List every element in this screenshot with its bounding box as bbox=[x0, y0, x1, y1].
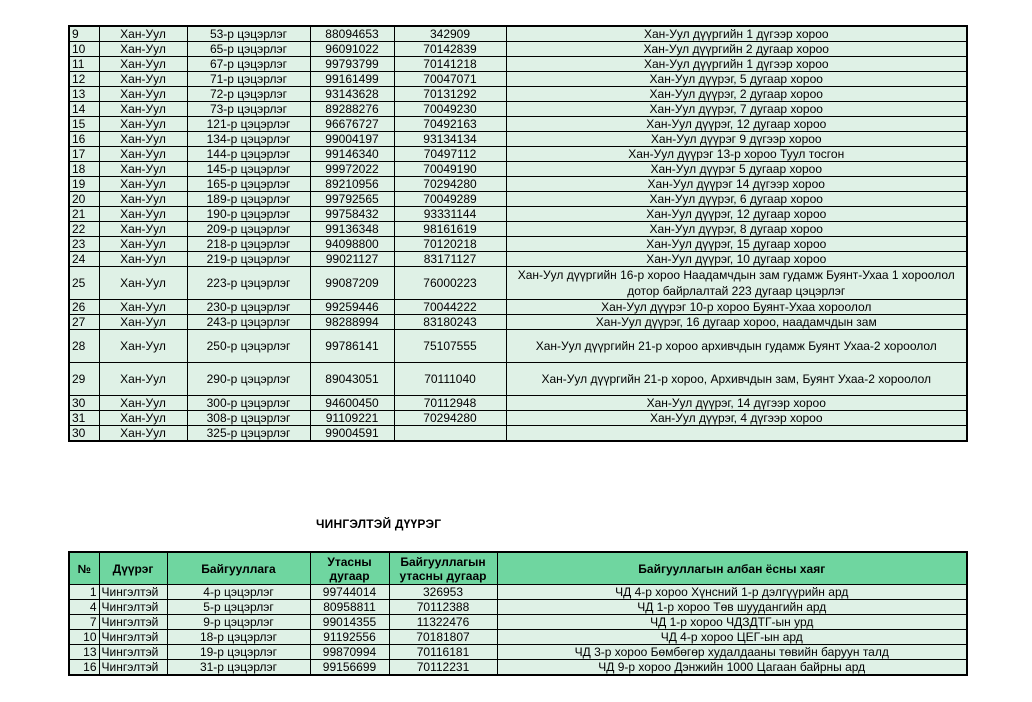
header-no: № bbox=[69, 552, 99, 585]
header-district: Дүүрэг bbox=[99, 552, 167, 585]
cell-address: Хан-Уул дүүрэг, 12 дугаар хороо bbox=[506, 117, 967, 132]
cell-address: Хан-Уул дүүрэг, 7 дугаар хороо bbox=[506, 102, 967, 117]
cell-no: 7 bbox=[69, 615, 99, 630]
cell-phone: 99744014 bbox=[310, 585, 389, 600]
table-row bbox=[69, 162, 967, 177]
cell-no: 16 bbox=[69, 660, 99, 676]
cell-address: Хан-Уул дүүрэг 10-р хороо Буянт-Ухаа хороолол bbox=[506, 300, 967, 315]
cell-org-phone: 70142839 bbox=[394, 42, 506, 57]
cell-no: 14 bbox=[69, 102, 99, 117]
cell-organization: 4-р цэцэрлэг bbox=[167, 585, 310, 600]
cell-address: Хан-Уул дүүрэг, 8 дугаар хороо bbox=[506, 222, 967, 237]
cell-district: Хан-Уул bbox=[99, 72, 187, 87]
cell-org-phone: 70044222 bbox=[394, 300, 506, 315]
cell-district: Хан-Уул bbox=[99, 102, 187, 117]
table-row bbox=[69, 207, 967, 222]
table-row bbox=[69, 87, 967, 102]
cell-no: 12 bbox=[69, 72, 99, 87]
cell-organization: 53-р цэцэрлэг bbox=[187, 26, 310, 42]
cell-org-phone: 70116181 bbox=[389, 645, 497, 660]
cell-no: 30 bbox=[69, 396, 99, 411]
cell-organization: 9-р цэцэрлэг bbox=[167, 615, 310, 630]
cell-address: Хан-Уул дүүргийн 1 дүгээр хороо bbox=[506, 57, 967, 72]
cell-district: Хан-Уул bbox=[99, 411, 187, 426]
cell-district: Хан-Уул bbox=[99, 177, 187, 192]
khan-uul-table bbox=[68, 25, 968, 442]
cell-org-phone: 70492163 bbox=[394, 117, 506, 132]
cell-district: Хан-Уул bbox=[99, 132, 187, 147]
table-row bbox=[69, 72, 967, 87]
cell-phone: 99870994 bbox=[310, 645, 389, 660]
cell-phone: 89210956 bbox=[310, 177, 394, 192]
cell-district: Хан-Уул bbox=[99, 315, 187, 330]
table-row bbox=[69, 117, 967, 132]
cell-district: Хан-Уул bbox=[99, 237, 187, 252]
cell-no: 19 bbox=[69, 177, 99, 192]
cell-org-phone: 76000223 bbox=[394, 267, 506, 300]
cell-no: 1 bbox=[69, 585, 99, 600]
header-organization: Байгууллага bbox=[167, 552, 310, 585]
cell-organization: 31-р цэцэрлэг bbox=[167, 660, 310, 676]
cell-district: Хан-Уул bbox=[99, 252, 187, 267]
cell-organization: 73-р цэцэрлэг bbox=[187, 102, 310, 117]
cell-org-phone: 70112948 bbox=[394, 396, 506, 411]
cell-no: 29 bbox=[69, 363, 99, 396]
table-row bbox=[69, 315, 967, 330]
cell-phone: 99786141 bbox=[310, 330, 394, 363]
cell-district: Хан-Уул bbox=[99, 192, 187, 207]
cell-org-phone: 342909 bbox=[394, 26, 506, 42]
cell-org-phone: 70111040 bbox=[394, 363, 506, 396]
cell-org-phone: 70181807 bbox=[389, 630, 497, 645]
cell-phone: 96091022 bbox=[310, 42, 394, 57]
table-row bbox=[69, 237, 967, 252]
cell-district: Хан-Уул bbox=[99, 87, 187, 102]
cell-org-phone: 70049190 bbox=[394, 162, 506, 177]
cell-phone: 99004591 bbox=[310, 426, 394, 442]
cell-organization: 18-р цэцэрлэг bbox=[167, 630, 310, 645]
table-row bbox=[69, 630, 967, 645]
cell-phone: 99161499 bbox=[310, 72, 394, 87]
cell-address: ЧД 9-р хороо Дэнжийн 1000 Цагаан байрны ард bbox=[497, 660, 967, 676]
cell-org-phone: 83180243 bbox=[394, 315, 506, 330]
cell-address: Хан-Уул дүүрэг, 14 дүгээр хороо bbox=[506, 396, 967, 411]
cell-phone: 99136348 bbox=[310, 222, 394, 237]
cell-address: Хан-Уул дүүрэг, 12 дугаар хороо bbox=[506, 207, 967, 222]
cell-organization: 72-р цэцэрлэг bbox=[187, 87, 310, 102]
cell-no: 10 bbox=[69, 630, 99, 645]
cell-org-phone: 83171127 bbox=[394, 252, 506, 267]
table-header-row bbox=[69, 552, 967, 585]
cell-phone: 99021127 bbox=[310, 252, 394, 267]
cell-phone: 99014355 bbox=[310, 615, 389, 630]
cell-org-phone: 75107555 bbox=[394, 330, 506, 363]
cell-address: Хан-Уул дүүрэг 5 дугаар хороо bbox=[506, 162, 967, 177]
cell-phone: 98288994 bbox=[310, 315, 394, 330]
cell-address: Хан-Уул дүүрэг, 16 дугаар хороо, наадамчдын зам bbox=[506, 315, 967, 330]
table-row bbox=[69, 363, 967, 396]
cell-org-phone: 326953 bbox=[389, 585, 497, 600]
header-address: Байгууллагын албан ёсны хаяг bbox=[497, 552, 967, 585]
cell-phone: 96676727 bbox=[310, 117, 394, 132]
cell-address: Хан-Уул дүүргийн 21-р хороо, Архивчдын зам, Буянт Ухаа-2 хороолол bbox=[506, 363, 967, 396]
cell-district: Хан-Уул bbox=[99, 330, 187, 363]
cell-phone: 99792565 bbox=[310, 192, 394, 207]
cell-address: Хан-Уул дүүргийн 16-р хороо Наадамчдын зам гудамж Буянт-Ухаа 1 хороолол дотор байрлалтай 223 дугаар цэцэрлэг bbox=[506, 267, 967, 300]
table-row bbox=[69, 426, 967, 442]
cell-organization: 190-р цэцэрлэг bbox=[187, 207, 310, 222]
table-row bbox=[69, 660, 967, 676]
cell-address: ЧД 4-р хороо ЦЕГ-ын ард bbox=[497, 630, 967, 645]
cell-phone: 99146340 bbox=[310, 147, 394, 162]
cell-district: Чингэлтэй bbox=[99, 660, 167, 676]
table-row bbox=[69, 267, 967, 300]
table-row bbox=[69, 192, 967, 207]
cell-address: Хан-Уул дүүрэг, 4 дүгээр хороо bbox=[506, 411, 967, 426]
table-row bbox=[69, 102, 967, 117]
cell-no: 18 bbox=[69, 162, 99, 177]
cell-district: Хан-Уул bbox=[99, 222, 187, 237]
cell-phone: 99087209 bbox=[310, 267, 394, 300]
cell-org-phone: 70049289 bbox=[394, 192, 506, 207]
cell-phone: 99793799 bbox=[310, 57, 394, 72]
cell-district: Хан-Уул bbox=[99, 26, 187, 42]
cell-org-phone: 70047071 bbox=[394, 72, 506, 87]
table-row bbox=[69, 300, 967, 315]
cell-organization: 209-р цэцэрлэг bbox=[187, 222, 310, 237]
cell-no: 4 bbox=[69, 600, 99, 615]
cell-phone: 89043051 bbox=[310, 363, 394, 396]
cell-district: Хан-Уул bbox=[99, 300, 187, 315]
cell-organization: 230-р цэцэрлэг bbox=[187, 300, 310, 315]
cell-organization: 290-р цэцэрлэг bbox=[187, 363, 310, 396]
cell-org-phone: 70112231 bbox=[389, 660, 497, 676]
cell-organization: 300-р цэцэрлэг bbox=[187, 396, 310, 411]
table-row bbox=[69, 645, 967, 660]
cell-no: 22 bbox=[69, 222, 99, 237]
cell-district: Хан-Уул bbox=[99, 396, 187, 411]
table-row bbox=[69, 26, 967, 42]
cell-organization: 71-р цэцэрлэг bbox=[187, 72, 310, 87]
cell-district: Хан-Уул bbox=[99, 426, 187, 442]
cell-organization: 223-р цэцэрлэг bbox=[187, 267, 310, 300]
cell-no: 26 bbox=[69, 300, 99, 315]
cell-district: Чингэлтэй bbox=[99, 600, 167, 615]
cell-org-phone: 70131292 bbox=[394, 87, 506, 102]
cell-no: 17 bbox=[69, 147, 99, 162]
table-row bbox=[69, 330, 967, 363]
cell-phone: 99972022 bbox=[310, 162, 394, 177]
section-title: ЧИНГЭЛТЭЙ ДҮҮРЭГ bbox=[316, 517, 442, 531]
table-row bbox=[69, 42, 967, 57]
cell-no: 31 bbox=[69, 411, 99, 426]
cell-no: 16 bbox=[69, 132, 99, 147]
cell-phone: 91192556 bbox=[310, 630, 389, 645]
cell-no: 30 bbox=[69, 426, 99, 442]
chingeltei-table-body bbox=[69, 585, 967, 676]
cell-district: Хан-Уул bbox=[99, 162, 187, 177]
header-phone: Утасны дугаар bbox=[310, 552, 389, 585]
cell-org-phone: 70294280 bbox=[394, 177, 506, 192]
cell-phone: 99758432 bbox=[310, 207, 394, 222]
cell-organization: 325-р цэцэрлэг bbox=[187, 426, 310, 442]
cell-phone: 99156699 bbox=[310, 660, 389, 676]
cell-org-phone: 93134134 bbox=[394, 132, 506, 147]
cell-phone: 99004197 bbox=[310, 132, 394, 147]
cell-district: Чингэлтэй bbox=[99, 630, 167, 645]
table-row bbox=[69, 177, 967, 192]
cell-district: Чингэлтэй bbox=[99, 585, 167, 600]
cell-org-phone: 70120218 bbox=[394, 237, 506, 252]
cell-no: 11 bbox=[69, 57, 99, 72]
cell-no: 24 bbox=[69, 252, 99, 267]
cell-organization: 308-р цэцэрлэг bbox=[187, 411, 310, 426]
cell-address: Хан-Уул дүүрэг, 10 дугаар хороо bbox=[506, 252, 967, 267]
cell-address: Хан-Уул дүүрэг, 15 дугаар хороо bbox=[506, 237, 967, 252]
cell-organization: 5-р цэцэрлэг bbox=[167, 600, 310, 615]
cell-organization: 67-р цэцэрлэг bbox=[187, 57, 310, 72]
cell-no: 13 bbox=[69, 87, 99, 102]
table-row bbox=[69, 585, 967, 600]
cell-address: Хан-Уул дүүргийн 2 дугаар хороо bbox=[506, 42, 967, 57]
table-row bbox=[69, 147, 967, 162]
cell-address: Хан-Уул дүүрэг 9 дүгээр хороо bbox=[506, 132, 967, 147]
cell-no: 27 bbox=[69, 315, 99, 330]
cell-district: Хан-Уул bbox=[99, 117, 187, 132]
cell-address: ЧД 3-р хороо Бөмбөгөр худалдааны төвийн баруун талд bbox=[497, 645, 967, 660]
cell-org-phone: 70141218 bbox=[394, 57, 506, 72]
cell-address: Хан-Уул дүүргийн 21-р хороо архивчдын гудамж Буянт Ухаа-2 хороолол bbox=[506, 330, 967, 363]
cell-phone: 93143628 bbox=[310, 87, 394, 102]
cell-org-phone bbox=[394, 426, 506, 442]
table-row bbox=[69, 411, 967, 426]
cell-organization: 65-р цэцэрлэг bbox=[187, 42, 310, 57]
cell-organization: 219-р цэцэрлэг bbox=[187, 252, 310, 267]
cell-no: 20 bbox=[69, 192, 99, 207]
cell-district: Чингэлтэй bbox=[99, 615, 167, 630]
table-row bbox=[69, 132, 967, 147]
cell-phone: 94098800 bbox=[310, 237, 394, 252]
cell-phone: 99259446 bbox=[310, 300, 394, 315]
cell-phone: 89288276 bbox=[310, 102, 394, 117]
cell-no: 25 bbox=[69, 267, 99, 300]
cell-district: Хан-Уул bbox=[99, 267, 187, 300]
cell-no: 13 bbox=[69, 645, 99, 660]
cell-organization: 134-р цэцэрлэг bbox=[187, 132, 310, 147]
cell-district: Чингэлтэй bbox=[99, 645, 167, 660]
cell-organization: 19-р цэцэрлэг bbox=[167, 645, 310, 660]
cell-district: Хан-Уул bbox=[99, 147, 187, 162]
cell-organization: 189-р цэцэрлэг bbox=[187, 192, 310, 207]
table-row bbox=[69, 57, 967, 72]
table-row bbox=[69, 396, 967, 411]
cell-phone: 80958811 bbox=[310, 600, 389, 615]
cell-district: Хан-Уул bbox=[99, 42, 187, 57]
cell-district: Хан-Уул bbox=[99, 363, 187, 396]
cell-address: Хан-Уул дүүрэг, 6 дугаар хороо bbox=[506, 192, 967, 207]
table-row bbox=[69, 222, 967, 237]
cell-org-phone: 11322476 bbox=[389, 615, 497, 630]
cell-no: 15 bbox=[69, 117, 99, 132]
cell-no: 23 bbox=[69, 237, 99, 252]
cell-no: 9 bbox=[69, 26, 99, 42]
cell-district: Хан-Уул bbox=[99, 207, 187, 222]
header-org-phone: Байгууллагын утасны дугаар bbox=[389, 552, 497, 585]
table-row bbox=[69, 600, 967, 615]
cell-org-phone: 70497112 bbox=[394, 147, 506, 162]
chingeltei-table bbox=[68, 551, 968, 676]
khan-uul-table-body bbox=[69, 26, 967, 441]
cell-phone: 94600450 bbox=[310, 396, 394, 411]
cell-address: ЧД 4-р хороо Хүнсний 1-р дэлгүүрийн ард bbox=[497, 585, 967, 600]
cell-phone: 88094653 bbox=[310, 26, 394, 42]
cell-organization: 144-р цэцэрлэг bbox=[187, 147, 310, 162]
table-row bbox=[69, 252, 967, 267]
cell-address: Хан-Уул дүүрэг 14 дүгээр хороо bbox=[506, 177, 967, 192]
table-row bbox=[69, 615, 967, 630]
cell-address: Хан-Уул дүүрэг, 5 дугаар хороо bbox=[506, 72, 967, 87]
cell-address: Хан-Уул дүүргийн 1 дүгээр хороо bbox=[506, 26, 967, 42]
cell-address: Хан-Уул дүүрэг, 2 дугаар хороо bbox=[506, 87, 967, 102]
cell-no: 21 bbox=[69, 207, 99, 222]
cell-org-phone: 70049230 bbox=[394, 102, 506, 117]
cell-organization: 121-р цэцэрлэг bbox=[187, 117, 310, 132]
cell-address bbox=[506, 426, 967, 442]
cell-org-phone: 70294280 bbox=[394, 411, 506, 426]
cell-district: Хан-Уул bbox=[99, 57, 187, 72]
cell-phone: 91109221 bbox=[310, 411, 394, 426]
cell-no: 28 bbox=[69, 330, 99, 363]
cell-organization: 145-р цэцэрлэг bbox=[187, 162, 310, 177]
cell-organization: 250-р цэцэрлэг bbox=[187, 330, 310, 363]
cell-address: ЧД 1-р хороо Төв шуудангийн ард bbox=[497, 600, 967, 615]
cell-organization: 218-р цэцэрлэг bbox=[187, 237, 310, 252]
cell-org-phone: 93331144 bbox=[394, 207, 506, 222]
cell-organization: 165-р цэцэрлэг bbox=[187, 177, 310, 192]
cell-address: Хан-Уул дүүрэг 13-р хороо Туул тосгон bbox=[506, 147, 967, 162]
cell-organization: 243-р цэцэрлэг bbox=[187, 315, 310, 330]
cell-no: 10 bbox=[69, 42, 99, 57]
cell-org-phone: 98161619 bbox=[394, 222, 506, 237]
cell-org-phone: 70112388 bbox=[389, 600, 497, 615]
cell-address: ЧД 1-р хороо ЧДЗДТГ-ын урд bbox=[497, 615, 967, 630]
